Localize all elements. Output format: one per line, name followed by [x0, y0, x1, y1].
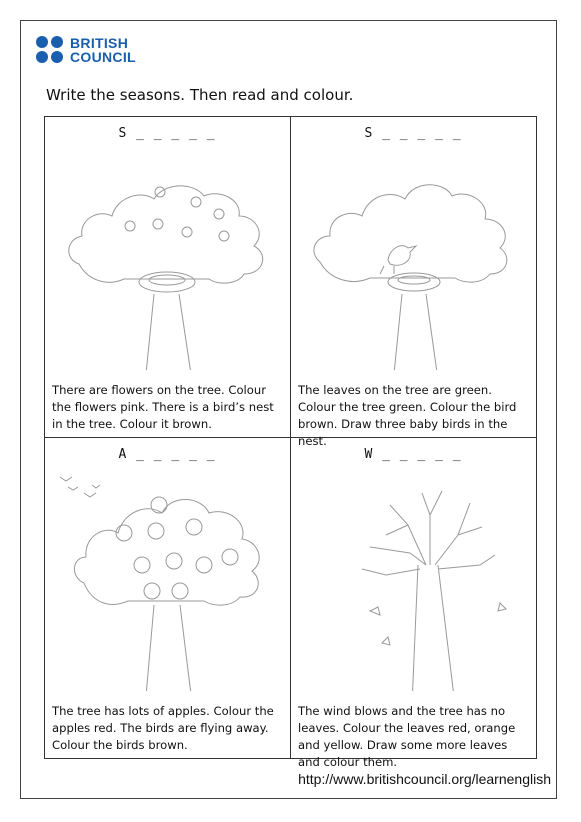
- cell-instruction-text: The tree has lots of apples. Colour the apples red. The birds are flying away. Colour the birds brown.: [52, 704, 274, 752]
- british-council-logo: [36, 36, 136, 64]
- cell-autumn-apples: [44, 437, 290, 758]
- cell-instruction-text: There are flowers on the tree. Colour the flowers pink. There is a bird’s nest in the tree. Colour it brown.: [52, 383, 274, 431]
- logo-text: [70, 36, 136, 64]
- cell-instruction-text: The leaves on the tree are green. Colour the tree green. Colour the bird brown. Draw three baby birds in the nest.: [298, 383, 517, 448]
- instruction-text: Write the seasons. Then read and colour.: [46, 86, 354, 104]
- footer-url-link[interactable]: http://www.britishcouncil.org/learnenglish: [298, 771, 551, 787]
- logo-line-2: COUNCIL: [70, 49, 136, 65]
- season-blank-title: W _ _ _ _ _: [364, 447, 462, 462]
- season-blank-title: S _ _ _ _ _: [118, 126, 216, 141]
- cell-spring-flowers: [44, 116, 290, 437]
- season-blank-title: S _ _ _ _ _: [364, 126, 462, 141]
- tree-with-bird-and-nest-illustration: [290, 144, 536, 370]
- season-blank-title: A _ _ _ _ _: [118, 447, 216, 462]
- logo-dots-icon: [36, 36, 64, 64]
- cell-winter-bare-tree: [290, 437, 536, 769]
- bare-tree-with-fallen-leaves-illustration: [290, 465, 536, 691]
- cell-summer-bird: [290, 116, 536, 448]
- tree-with-flowers-and-nest-illustration: [44, 144, 290, 370]
- logo-line-1: BRITISH: [70, 35, 129, 51]
- cell-instruction-text: The wind blows and the tree has no leaves. Colour the leaves red, orange and yellow. Draw some more leaves and colour them.: [298, 704, 516, 769]
- tree-with-apples-and-flying-birds-illustration: [44, 465, 290, 691]
